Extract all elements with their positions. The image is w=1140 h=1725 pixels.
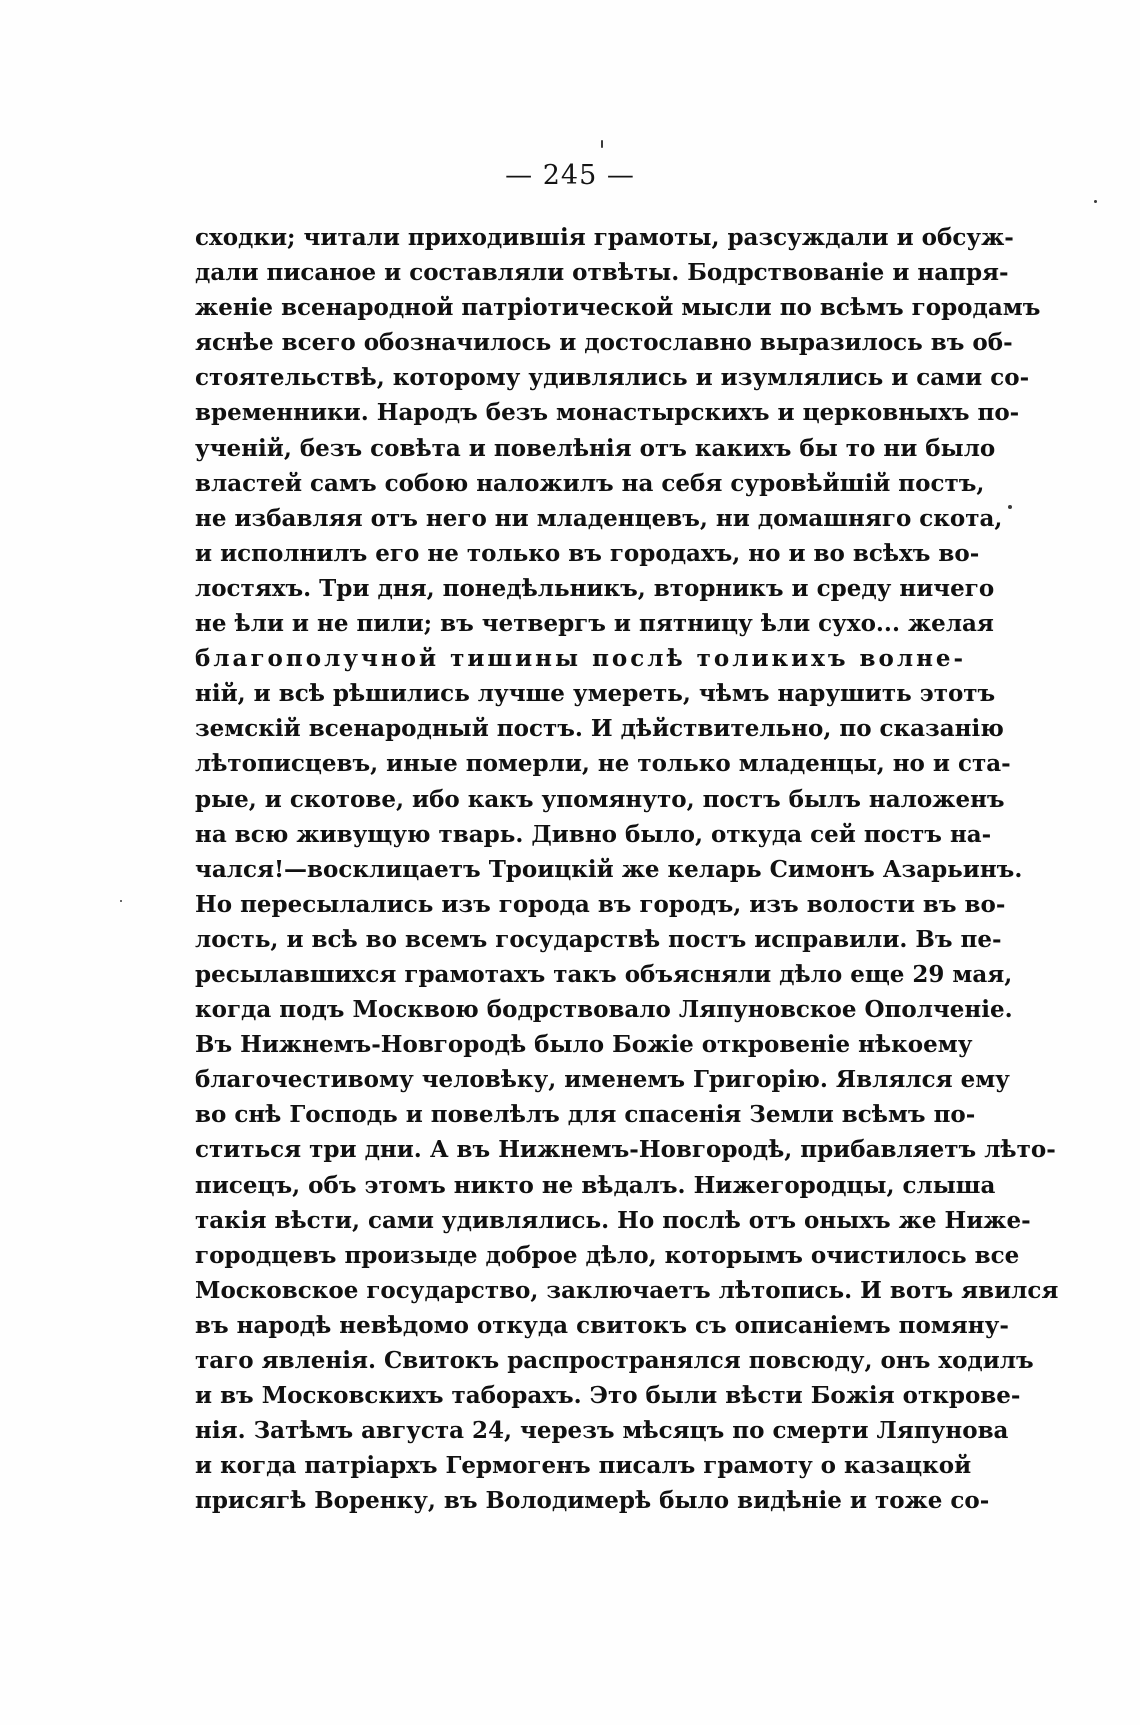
text-line: таго явленія. Свитокъ распространялся повсюду, онъ ходилъ	[195, 1347, 1034, 1374]
text-line: присягѣ Воренку, въ Володимерѣ было видѣніе и тоже со-	[195, 1487, 990, 1515]
text-line: не ѣли и не пили; въ четвергъ и пятницу ѣли сухо... желая	[195, 610, 994, 638]
text-line: ученій, безъ совѣта и повелѣнія отъ какихъ бы то ни было	[195, 434, 996, 462]
text-line: Московское государство, заключаетъ лѣтопись. И вотъ явился	[195, 1276, 1059, 1304]
text-line: женіе всенародной патріотической мысли по всѣмъ городамъ	[195, 294, 1041, 322]
text-line: Въ Нижнемъ-Новгородѣ было Божіе откровеніе нѣкоему	[195, 1031, 973, 1059]
text-line: въ народѣ невѣдомо откуда свитокъ съ описаніемъ помяну-	[195, 1311, 1009, 1339]
text-line: на всю живущую тварь. Дивно было, откуда сей постъ на-	[195, 820, 992, 848]
text-line: нія. Затѣмъ августа 24, черезъ мѣсяцъ по смерти Ляпунова	[195, 1417, 1009, 1445]
text-line: яснѣе всего обозначилось и достославно выразилось въ об-	[195, 329, 1013, 357]
text-line: писецъ, объ этомъ никто не вѣдалъ. Нижегородцы, слыша	[195, 1171, 996, 1199]
scan-speck	[601, 140, 603, 148]
scan-speck	[120, 900, 122, 902]
text-line: и когда патріархъ Гермогенъ писалъ грамоту о казацкой	[195, 1452, 972, 1480]
text-line: дали писаное и составляли отвѣты. Бодрствованіе и напря-	[195, 259, 1009, 287]
text-line: ній, и всѣ рѣшились лучше умереть, чѣмъ нарушить этотъ	[195, 680, 996, 708]
text-line: и исполнилъ его не только въ городахъ, но и во всѣхъ во-	[195, 539, 980, 567]
text-line: сходки; читали приходившія грамоты, разсуждали и обсуж-	[195, 224, 1014, 251]
text-line: лость, и всѣ во всемъ государствѣ постъ исправили. Въ пе-	[195, 925, 1002, 953]
text-line: благочестивому человѣку, именемъ Григорію. Являлся ему	[195, 1066, 1010, 1094]
body-text	[195, 220, 1059, 1518]
scan-speck	[1094, 200, 1097, 203]
text-line: когда подъ Москвою бодрствовало Ляпуновское Ополченіе.	[195, 996, 1013, 1024]
text-line: такія вѣсти, сами удивлялись. Но послѣ отъ оныхъ же Ниже-	[195, 1206, 1031, 1234]
page-number: — 245 —	[505, 160, 635, 191]
text-line: городцевъ произыде доброе дѣло, которымъ очистилось все	[195, 1241, 1020, 1269]
text-line: лостяхъ. Три дня, понедѣльникъ, вторникъ и среду ничего	[195, 574, 995, 602]
text-line: благополучной тишины послѣ толикихъ волне-	[195, 645, 967, 673]
text-line: Но пересылались изъ города въ городъ, изъ волости въ во-	[195, 890, 1006, 918]
text-line: и въ Московскихъ таборахъ. Это были вѣсти Божія открове-	[195, 1382, 1021, 1410]
text-line: ститься три дни. А въ Нижнемъ-Новгородѣ, прибавляетъ лѣто-	[195, 1136, 1056, 1164]
text-line: во снѣ Господь и повелѣлъ для спасенія Земли всѣмъ по-	[195, 1101, 976, 1129]
text-line: чался!—восклицаетъ Троицкій же келарь Симонъ Азарьинъ.	[195, 855, 1023, 883]
text-line: лѣтописцевъ, иные померли, не только младенцы, но и ста-	[195, 750, 1011, 778]
text-line: земскій всенародный постъ. И дѣйствительно, по сказанію	[195, 715, 1004, 743]
text-line: ресылавшихся грамотахъ такъ объясняли дѣло еще 29 мая,	[195, 960, 1013, 988]
text-line: не избавляя отъ него ни младенцевъ, ни домашняго скота,	[195, 504, 1003, 532]
text-line: временники. Народъ безъ монастырскихъ и церковныхъ по-	[195, 399, 1020, 427]
text-line: рые, и скотове, ибо какъ упомянуто, постъ былъ наложенъ	[195, 785, 1005, 813]
text-line: властей самъ собою наложилъ на себя суровѣйшій постъ,	[195, 469, 985, 497]
text-line: стоятельствѣ, которому удивлялись и изумлялись и сами со-	[195, 364, 1030, 392]
scan-speck	[1008, 505, 1012, 509]
